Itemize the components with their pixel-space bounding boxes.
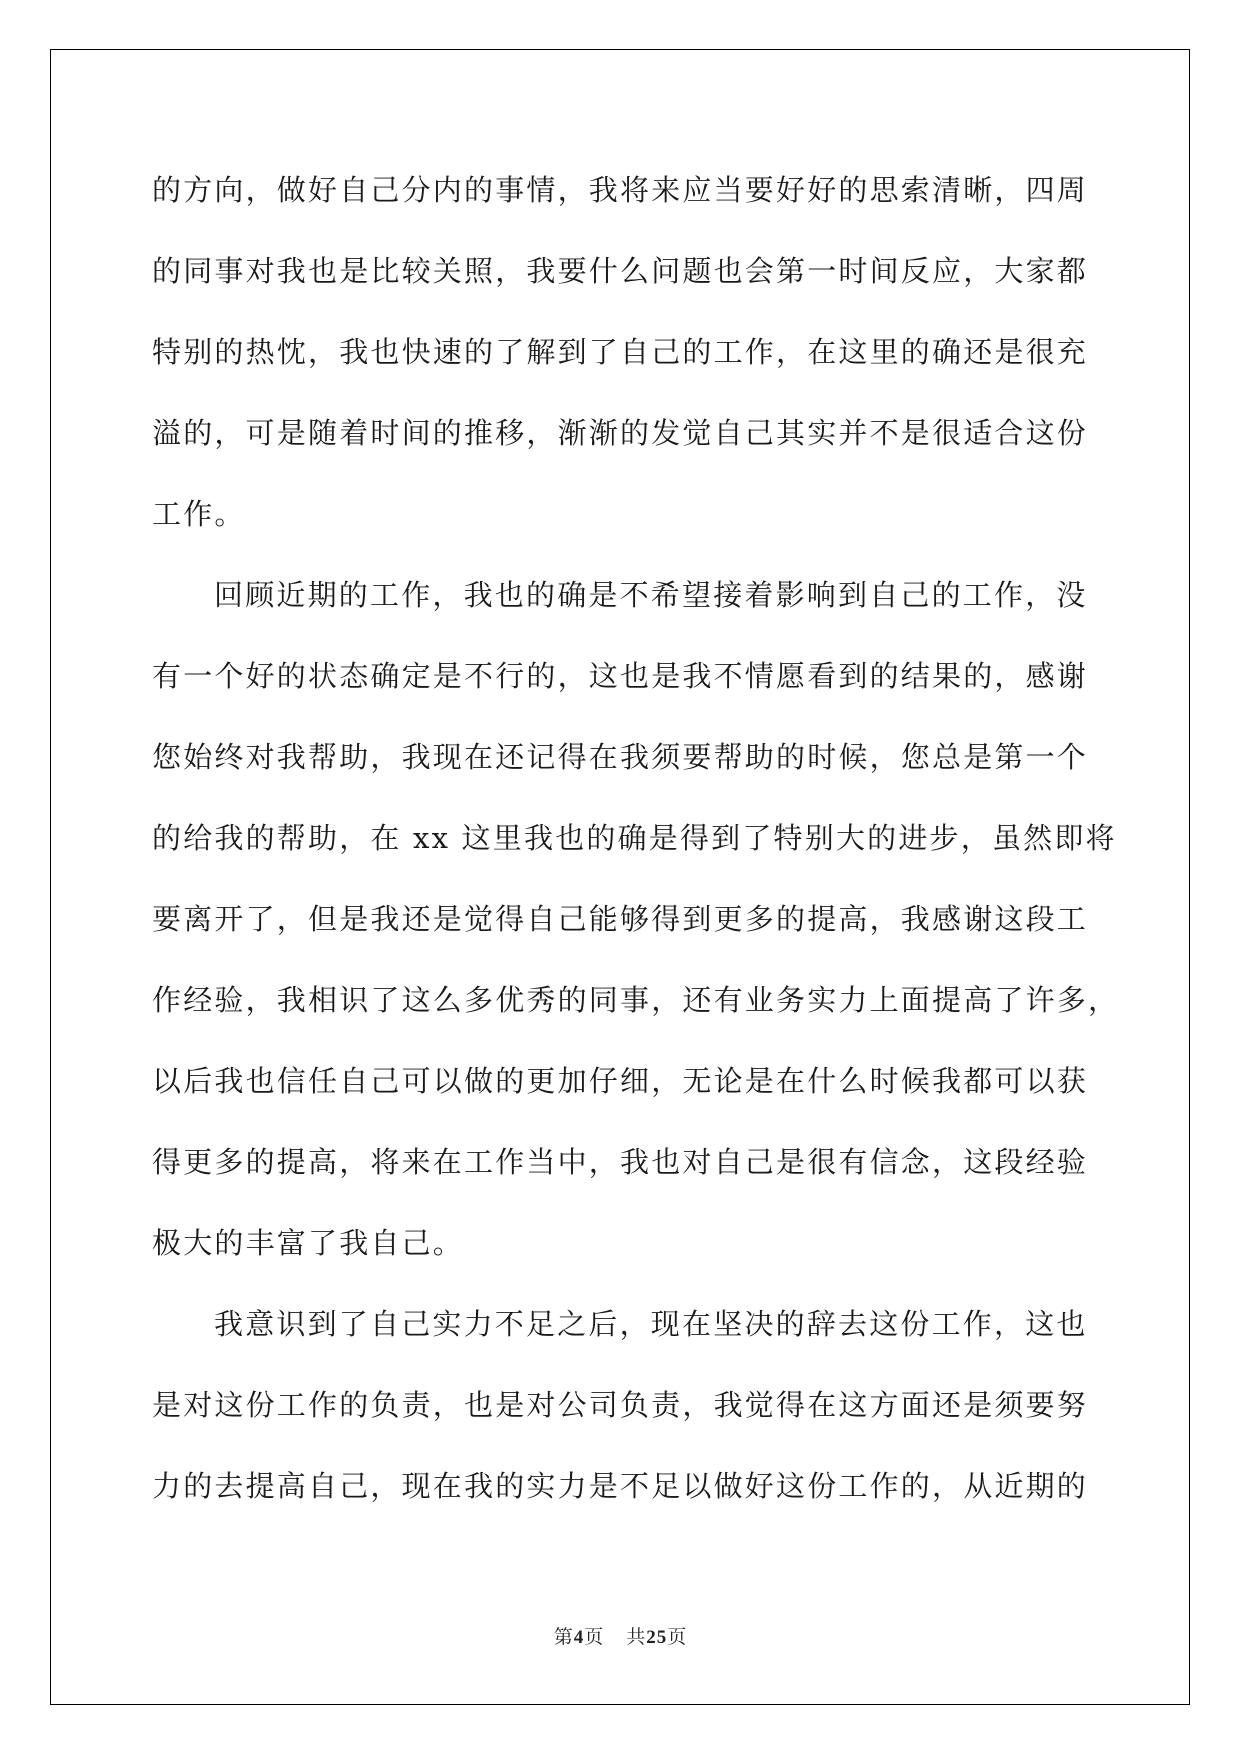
text-line: 有一个好的状态确定是不行的，这也是我不情愿看到的结果的，感谢	[152, 659, 1089, 693]
footer-total-prefix: 共	[626, 1627, 647, 1648]
body-text	[152, 150, 1120, 1527]
text-line: 要离开了，但是我还是觉得自己能够得到更多的提高，我感谢这段工	[152, 902, 1089, 936]
text-line: 得更多的提高，将来在工作当中，我也对自己是很有信念，这段经验	[152, 1145, 1089, 1179]
footer-page-unit: 页	[584, 1627, 605, 1648]
text-line: 作经验，我相识了这么多优秀的同事，还有业务实力上面提高了许多，	[152, 983, 1120, 1017]
text-line: 力的去提高自己，现在我的实力是不足以做好这份工作的，从近期的	[152, 1469, 1089, 1503]
text-line: 是对这份工作的负责，也是对公司负责，我觉得在这方面还是须要努	[152, 1388, 1089, 1422]
text-line: 极大的丰富了我自己。	[152, 1226, 465, 1260]
text-line: 的同事对我也是比较关照，我要什么问题也会第一时间反应，大家都	[152, 254, 1089, 288]
text-line: 的给我的帮助，在 xx 这里我也的确是得到了特别大的进步，虽然即将	[152, 821, 1117, 855]
paragraph-1	[152, 150, 1092, 555]
text-line: 我意识到了自己实力不足之后，现在坚决的辞去这份工作，这也	[214, 1307, 1088, 1341]
text-line: 回顾近期的工作，我也的确是不希望接着影响到自己的工作，没	[214, 578, 1088, 612]
text-line: 的方向，做好自己分内的事情，我将来应当要好好的思索清晰，四周	[152, 173, 1089, 207]
text-line: 以后我也信任自己可以做的更加仔细，无论是在什么时候我都可以获	[152, 1064, 1089, 1098]
text-line: 特别的热忱，我也快速的了解到了自己的工作，在这里的确还是很充	[152, 335, 1089, 369]
footer-total-unit: 页	[667, 1627, 688, 1648]
total-pages-number: 25	[646, 1627, 668, 1648]
text-line: 您始终对我帮助，我现在还记得在我须要帮助的时候，您总是第一个	[152, 740, 1089, 774]
footer-prefix: 第	[553, 1627, 574, 1648]
paragraph-2	[152, 555, 1120, 1284]
paragraph-3	[152, 1284, 1092, 1527]
text-line: 工作。	[152, 497, 246, 531]
text-line: 溢的，可是随着时间的推移，渐渐的发觉自己其实并不是很适合这份	[152, 416, 1089, 450]
current-page-number: 4	[573, 1627, 585, 1648]
page-number-footer	[0, 1622, 1241, 1649]
